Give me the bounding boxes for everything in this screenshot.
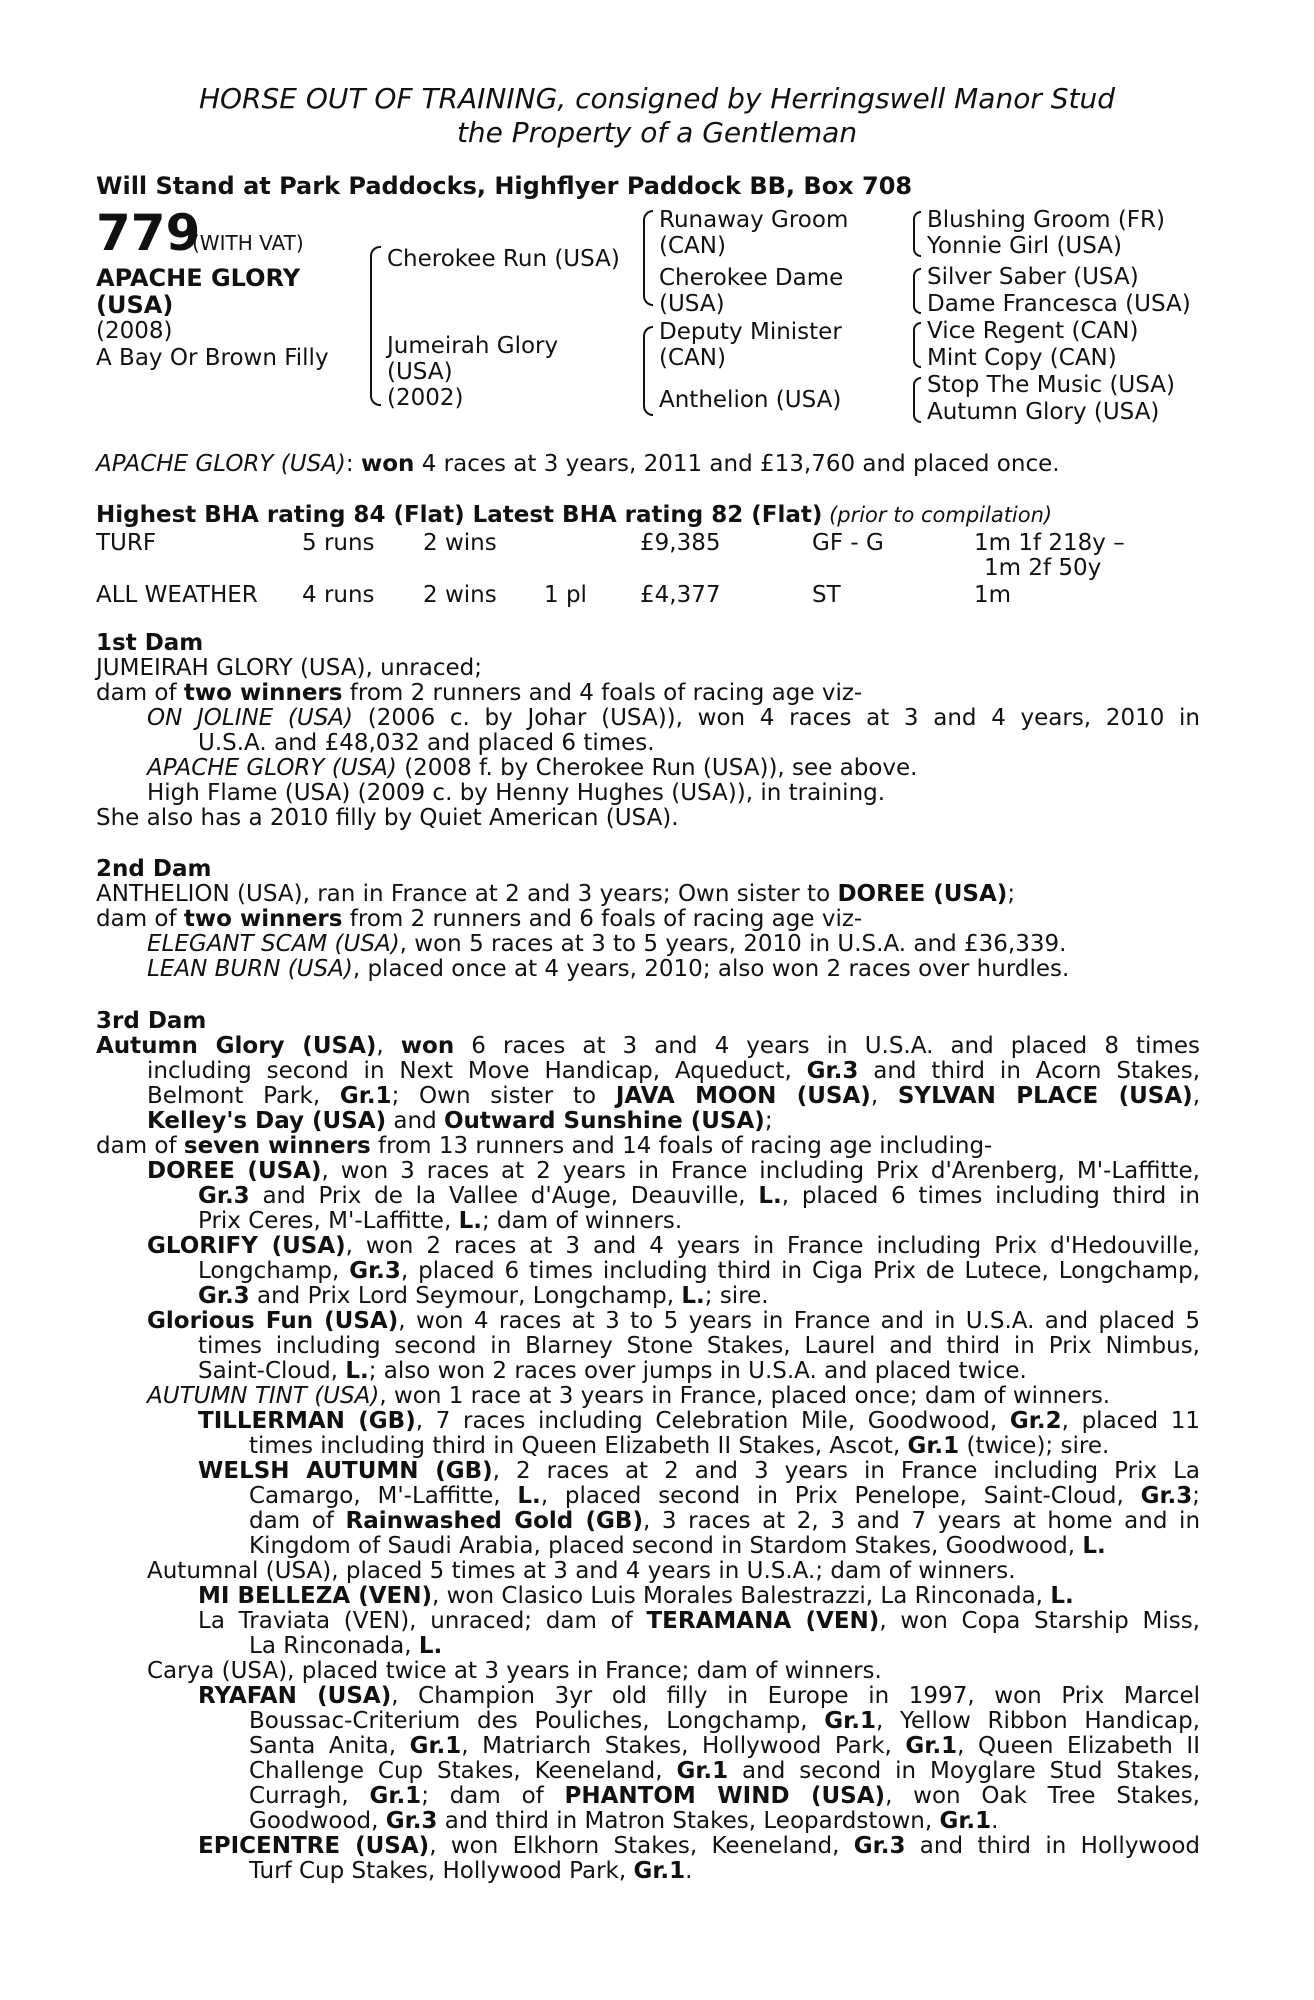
third-dam-line: including second in Next Move Handicap, Aqueduct, Gr.3 and third in Acorn Stakes,: [147, 1058, 1201, 1084]
second-dam-line: ANTHELION (USA), ran in France at 2 and 3 years; Own sister to DOREE (USA);: [96, 881, 1016, 907]
horse-name: APACHE GLORY: [96, 264, 301, 292]
third-dam-line: Turf Cup Stakes, Hollywood Park, Gr.1.: [249, 1858, 693, 1884]
first-dam-line: U.S.A. and £48,032 and placed 6 times.: [198, 730, 655, 756]
third-dam-line: times including third in Queen Elizabeth II Stakes, Ascot, Gr.1 (twice); sire.: [249, 1433, 1110, 1459]
third-dam-line: Belmont Park, Gr.1; Own sister to JAVA MOON (USA), SYLVAN PLACE (USA),: [147, 1083, 1200, 1109]
third-dam-line: Kelley's Day (USA) and Outward Sunshine (USA);: [147, 1108, 773, 1134]
first-dam-line: High Flame (USA) (2009 c. by Henny Hughes (USA)), in training.: [147, 780, 886, 806]
turf-runs: 5 runs: [302, 530, 375, 556]
pedigree-brace-4d: [913, 377, 921, 423]
third-dam-line: dam of Rainwashed Gold (GB), 3 races at 2, 3 and 7 years at home and in: [249, 1508, 1201, 1534]
aw-surface: ALL WEATHER: [96, 582, 258, 608]
turf-going: GF - G: [812, 530, 884, 556]
third-dam-line: Curragh, Gr.1; dam of PHANTOM WIND (USA), won Oak Tree Stakes,: [249, 1783, 1200, 1809]
pedigree-dam-sire-line1: Deputy Minister: [659, 319, 842, 345]
pedigree-brace-gen1: [370, 246, 381, 406]
pedigree-brace-dam: [643, 326, 653, 416]
foaling-year: (2008): [96, 318, 173, 344]
pedigree-dam-sire-line2: (CAN): [659, 345, 726, 371]
pedigree-dam-line3: (2002): [387, 385, 464, 411]
pedigree-sire: Cherokee Run (USA): [387, 246, 620, 272]
first-dam-line: APACHE GLORY (USA) (2008 f. by Cherokee Run (USA)), see above.: [147, 755, 918, 781]
third-dam-line: Boussac-Criterium des Pouliches, Longchamp, Gr.1, Yellow Ribbon Handicap,: [249, 1708, 1200, 1734]
third-dam-line: Prix Ceres, M'-Laffitte, L.; dam of winners.: [198, 1208, 683, 1234]
second-dam-line: ELEGANT SCAM (USA), won 5 races at 3 to 5 years, 2010 in U.S.A. and £36,339.: [147, 931, 1067, 957]
first-dam-heading: 1st Dam: [96, 630, 204, 656]
catalogue-header-line2: the Property of a Gentleman: [456, 116, 858, 149]
pedigree-dam-line2: (USA): [387, 359, 453, 385]
race-summary: APACHE GLORY (USA): won 4 races at 3 years, 2011 and £13,760 and placed once.: [96, 451, 1060, 477]
third-dam-line: La Rinconada, L.: [249, 1633, 443, 1659]
stand-location: Will Stand at Park Paddocks, Highflyer Paddock BB, Box 708: [96, 172, 913, 200]
pedigree-gen3-4: Dame Francesca (USA): [927, 291, 1191, 317]
aw-placed: 1 pl: [544, 582, 587, 608]
first-dam-line: She also has a 2010 filly by Quiet American (USA).: [96, 805, 679, 831]
pedigree-brace-4c: [913, 322, 921, 368]
third-dam-line: Autumn Glory (USA), won 6 races at 3 and 4 years in U.S.A. and placed 8 times: [96, 1033, 1200, 1059]
pedigree-brace-4a: [913, 211, 921, 257]
pedigree-sire-sire-line2: (CAN): [659, 233, 726, 259]
third-dam-line: AUTUMN TINT (USA), won 1 race at 3 years in France, placed once; dam of winners.: [147, 1383, 1111, 1409]
pedigree-gen3-2: Yonnie Girl (USA): [927, 233, 1122, 259]
pedigree-sire-sire-line1: Runaway Groom: [659, 207, 849, 233]
pedigree-sire-dam-line2: (USA): [659, 291, 725, 317]
third-dam-line: Gr.3 and Prix de la Vallee d'Auge, Deauville, L., placed 6 times including third in: [198, 1183, 1200, 1209]
third-dam-line: Gr.3 and Prix Lord Seymour, Longchamp, L.; sire.: [198, 1283, 769, 1309]
pedigree-brace-sire: [643, 210, 653, 306]
pedigree-dam-line1: Jumeirah Glory: [387, 333, 559, 359]
turf-surface: TURF: [96, 530, 157, 556]
first-dam-line: dam of two winners from 2 runners and 4 foals of racing age viz-: [96, 680, 863, 706]
aw-prize: £4,377: [640, 582, 721, 608]
bha-ratings: Highest BHA rating 84 (Flat) Latest BHA rating 82 (Flat) (prior to compilation): [96, 502, 1053, 528]
third-dam-line: GLORIFY (USA), won 2 races at 3 and 4 years in France including Prix d'Hedouville,: [147, 1233, 1200, 1259]
third-dam-line: Saint-Cloud, L.; also won 2 races over jumps in U.S.A. and placed twice.: [198, 1358, 1027, 1384]
third-dam-line: La Traviata (VEN), unraced; dam of TERAMANA (VEN), won Copa Starship Miss,: [198, 1608, 1200, 1634]
catalogue-header-line1: HORSE OUT OF TRAINING, consigned by Herringswell Manor Stud: [198, 82, 1116, 115]
pedigree-gen3-5: Vice Regent (CAN): [927, 318, 1139, 344]
aw-going: ST: [812, 582, 841, 608]
pedigree-gen3-1: Blushing Groom (FR): [927, 207, 1165, 233]
third-dam-line: DOREE (USA), won 3 races at 2 years in France including Prix d'Arenberg, M'-Laffitte,: [147, 1158, 1200, 1184]
first-dam-line: JUMEIRAH GLORY (USA), unraced;: [96, 655, 482, 681]
turf-prize: £9,385: [640, 530, 721, 556]
pedigree-gen3-3: Silver Saber (USA): [927, 264, 1139, 290]
second-dam-heading: 2nd Dam: [96, 856, 212, 882]
pedigree-gen3-8: Autumn Glory (USA): [927, 399, 1160, 425]
first-dam-line: ON JOLINE (USA) (2006 c. by Johar (USA)), won 4 races at 3 and 4 years, 2010 in: [147, 705, 1200, 731]
third-dam-line: Autumnal (USA), placed 5 times at 3 and 4 years in U.S.A.; dam of winners.: [147, 1558, 1016, 1584]
third-dam-line: MI BELLEZA (VEN), won Clasico Luis Morales Balestrazzi, La Rinconada, L.: [198, 1583, 1074, 1609]
aw-runs: 4 runs: [302, 582, 375, 608]
second-dam-line: LEAN BURN (USA), placed once at 4 years, 2010; also won 2 races over hurdles.: [147, 956, 1070, 982]
third-dam-line: Santa Anita, Gr.1, Matriarch Stakes, Hollywood Park, Gr.1, Queen Elizabeth II: [249, 1733, 1200, 1759]
second-dam-line: dam of two winners from 2 runners and 6 foals of racing age viz-: [96, 906, 863, 932]
third-dam-line: TILLERMAN (GB), 7 races including Celebration Mile, Goodwood, Gr.2, placed 11: [198, 1408, 1200, 1434]
vat-label: (WITH VAT): [192, 231, 304, 255]
lot-number: 779: [96, 204, 201, 262]
horse-name-country: (USA): [96, 291, 174, 319]
third-dam-line: EPICENTRE (USA), won Elkhorn Stakes, Keeneland, Gr.3 and third in Hollywood: [198, 1833, 1200, 1859]
aw-distance: 1m: [974, 582, 1012, 608]
pedigree-dam-dam: Anthelion (USA): [659, 387, 842, 413]
third-dam-line: RYAFAN (USA), Champion 3yr old filly in Europe in 1997, won Prix Marcel: [198, 1683, 1200, 1709]
third-dam-line: Kingdom of Saudi Arabia, placed second in Stardom Stakes, Goodwood, L.: [249, 1533, 1106, 1559]
third-dam-line: Challenge Cup Stakes, Keeneland, Gr.1 and second in Moyglare Stud Stakes,: [249, 1758, 1201, 1784]
third-dam-line: Carya (USA), placed twice at 3 years in France; dam of winners.: [147, 1658, 882, 1684]
third-dam-line: times including second in Blarney Stone Stakes, Laurel and third in Prix Nimbus,: [198, 1333, 1200, 1359]
third-dam-line: WELSH AUTUMN (GB), 2 races at 2 and 3 years in France including Prix La: [198, 1458, 1200, 1484]
third-dam-line: Longchamp, Gr.3, placed 6 times including third in Ciga Prix de Lutece, Longchamp,: [198, 1258, 1200, 1284]
third-dam-line: dam of seven winners from 13 runners and 14 foals of racing age including-: [96, 1133, 993, 1159]
third-dam-line: Glorious Fun (USA), won 4 races at 3 to 5 years in France and in U.S.A. and placed 5: [147, 1308, 1200, 1334]
turf-distance-1: 1m 1f 218y –: [974, 530, 1125, 556]
pedigree-sire-dam-line1: Cherokee Dame: [659, 265, 844, 291]
horse-description: A Bay Or Brown Filly: [96, 345, 329, 371]
turf-distance-2: 1m 2f 50y: [984, 555, 1102, 581]
third-dam-line: Camargo, M'-Laffitte, L., placed second in Prix Penelope, Saint-Cloud, Gr.3;: [249, 1483, 1201, 1509]
pedigree-brace-4b: [913, 268, 921, 314]
third-dam-line: Goodwood, Gr.3 and third in Matron Stakes, Leopardstown, Gr.1.: [249, 1808, 999, 1834]
aw-wins: 2 wins: [423, 582, 497, 608]
pedigree-gen3-7: Stop The Music (USA): [927, 372, 1175, 398]
pedigree-gen3-6: Mint Copy (CAN): [927, 345, 1117, 371]
turf-wins: 2 wins: [423, 530, 497, 556]
third-dam-heading: 3rd Dam: [96, 1008, 207, 1034]
